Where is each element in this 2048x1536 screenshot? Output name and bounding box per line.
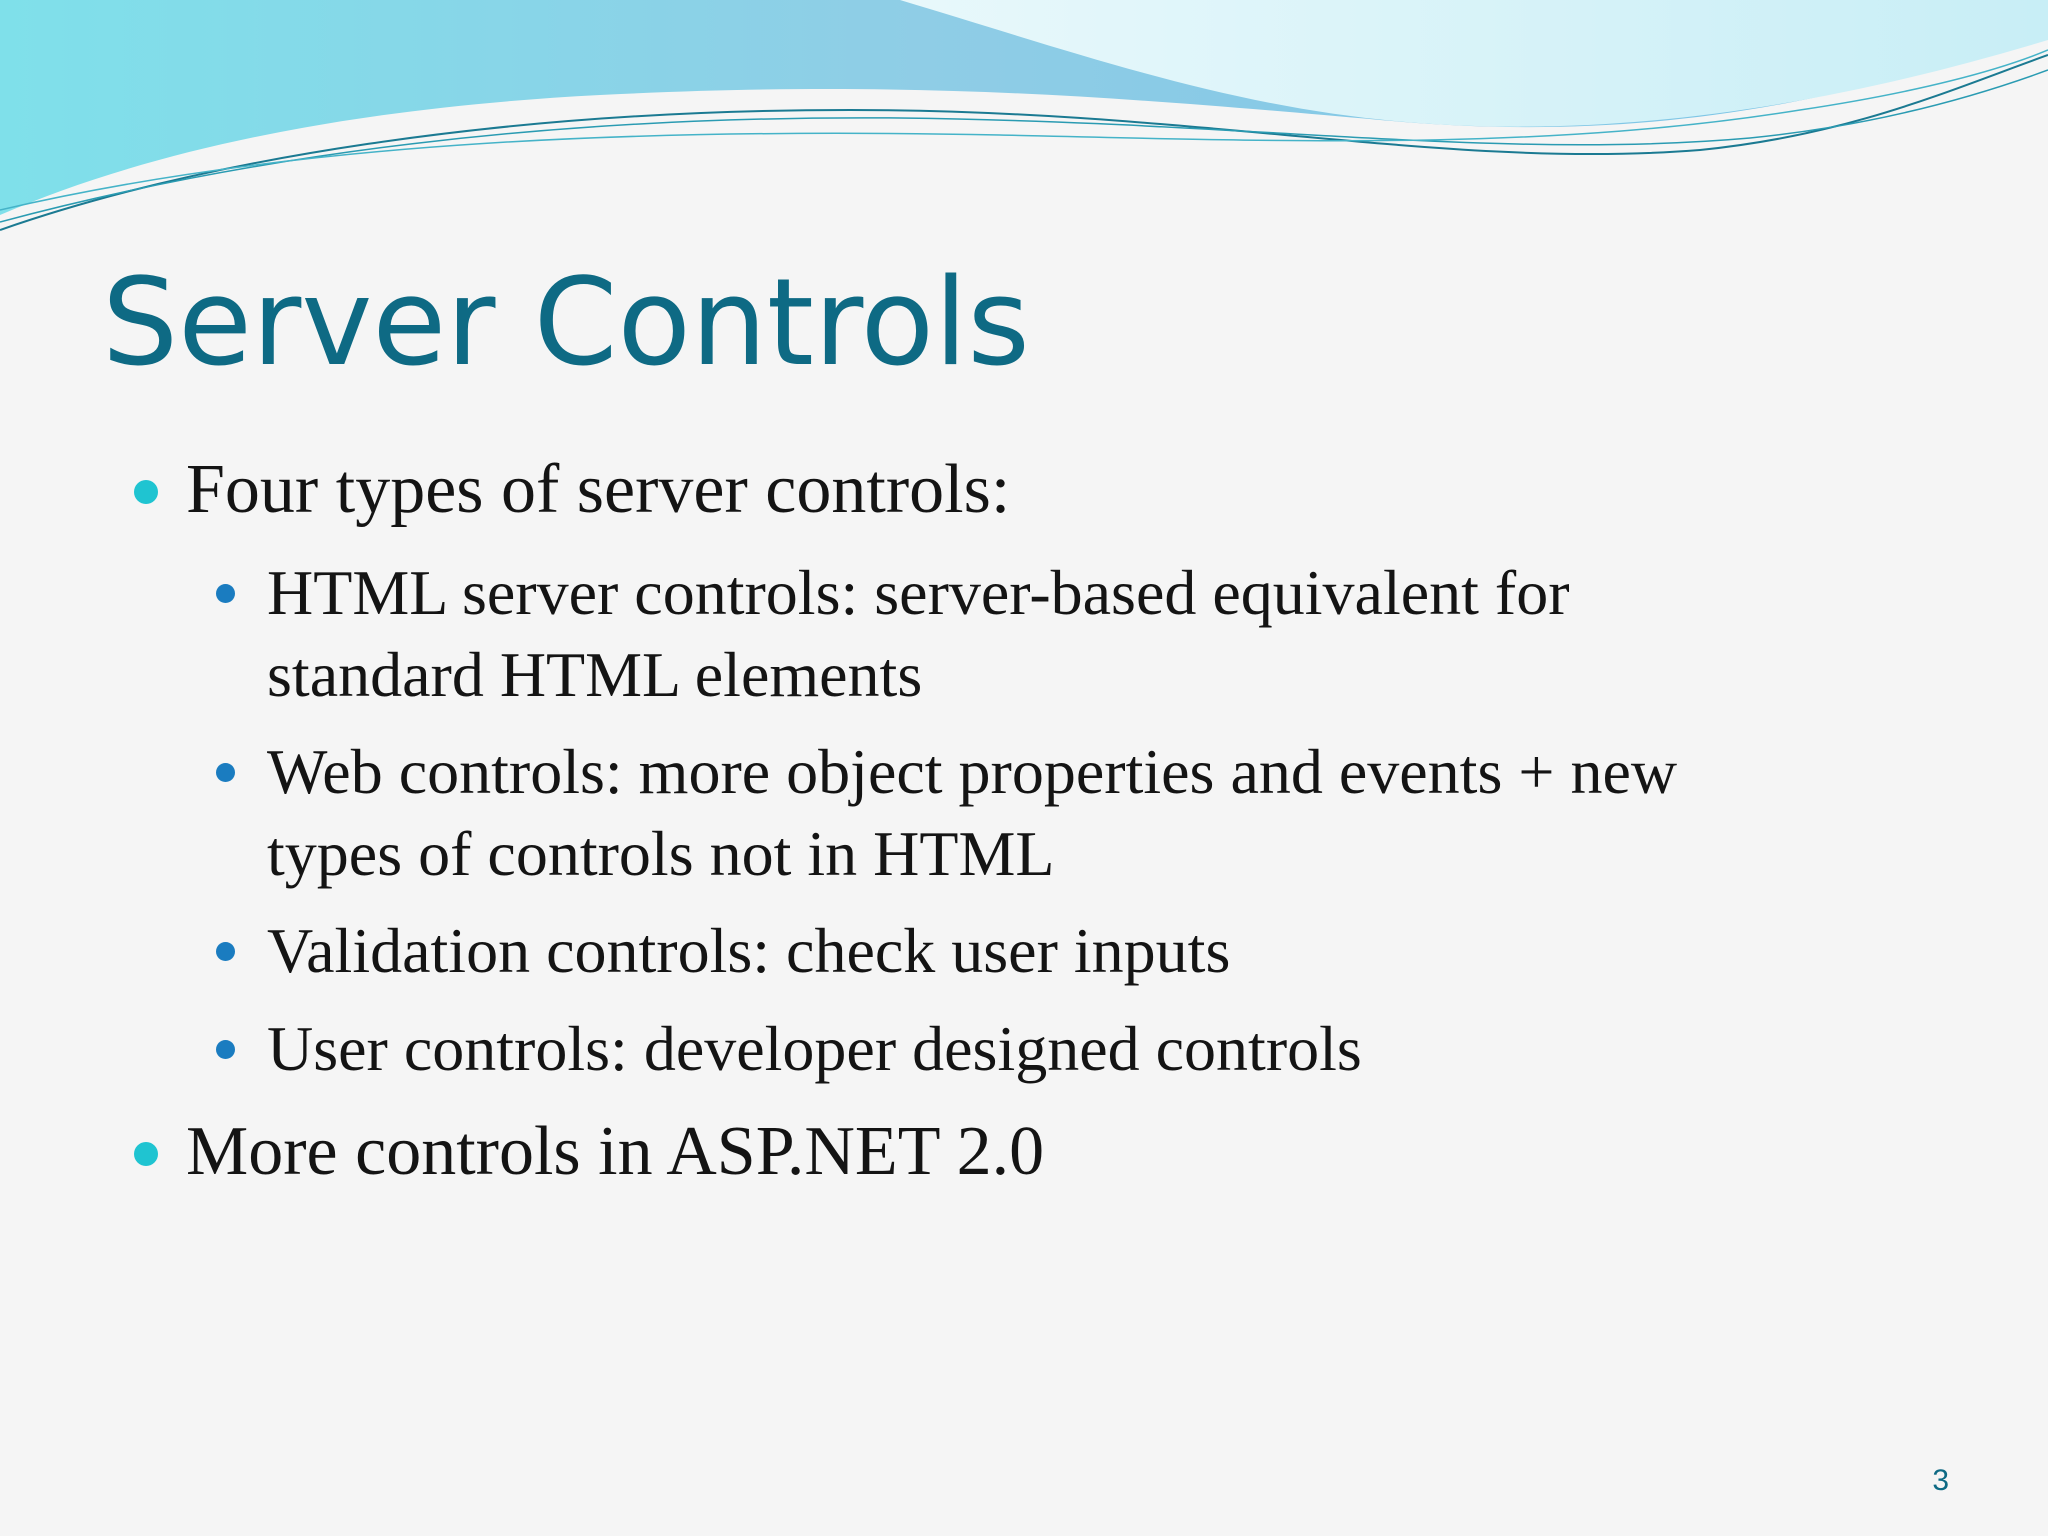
bullet-dot-icon (216, 1040, 235, 1059)
bullet-text: Four types of server controls: (186, 451, 1011, 528)
bullet-item-level1 (186, 1110, 1044, 1194)
bullet-dot-icon (216, 942, 235, 961)
bullet-text-line: Web controls: more object properties and events + new (267, 736, 1678, 807)
bullet-item-level2 (267, 1008, 1362, 1090)
bullet-dot-icon (216, 584, 235, 603)
bullet-text-line: HTML server controls: server-based equivalent for (267, 557, 1570, 628)
bullet-dot-icon (216, 763, 235, 782)
bullet-text-line: types of controls not in HTML (267, 818, 1055, 889)
bullet-dot-icon (134, 480, 158, 504)
bullet-text: More controls in ASP.NET 2.0 (186, 1113, 1045, 1190)
bullet-item-level1 (186, 448, 1010, 532)
bullet-dot-icon (134, 1142, 158, 1166)
bullet-item-level2 (267, 731, 1677, 895)
page-number: 3 (1932, 1464, 1949, 1497)
bullet-text: Validation controls: check user inputs (267, 915, 1231, 986)
bullet-text: User controls: developer designed controls (267, 1013, 1362, 1084)
bullet-item-level2 (267, 910, 1230, 992)
bullet-item-level2 (267, 552, 1570, 716)
slide-title: Server Controls (102, 254, 1030, 393)
bullet-text-line: standard HTML elements (267, 639, 923, 710)
